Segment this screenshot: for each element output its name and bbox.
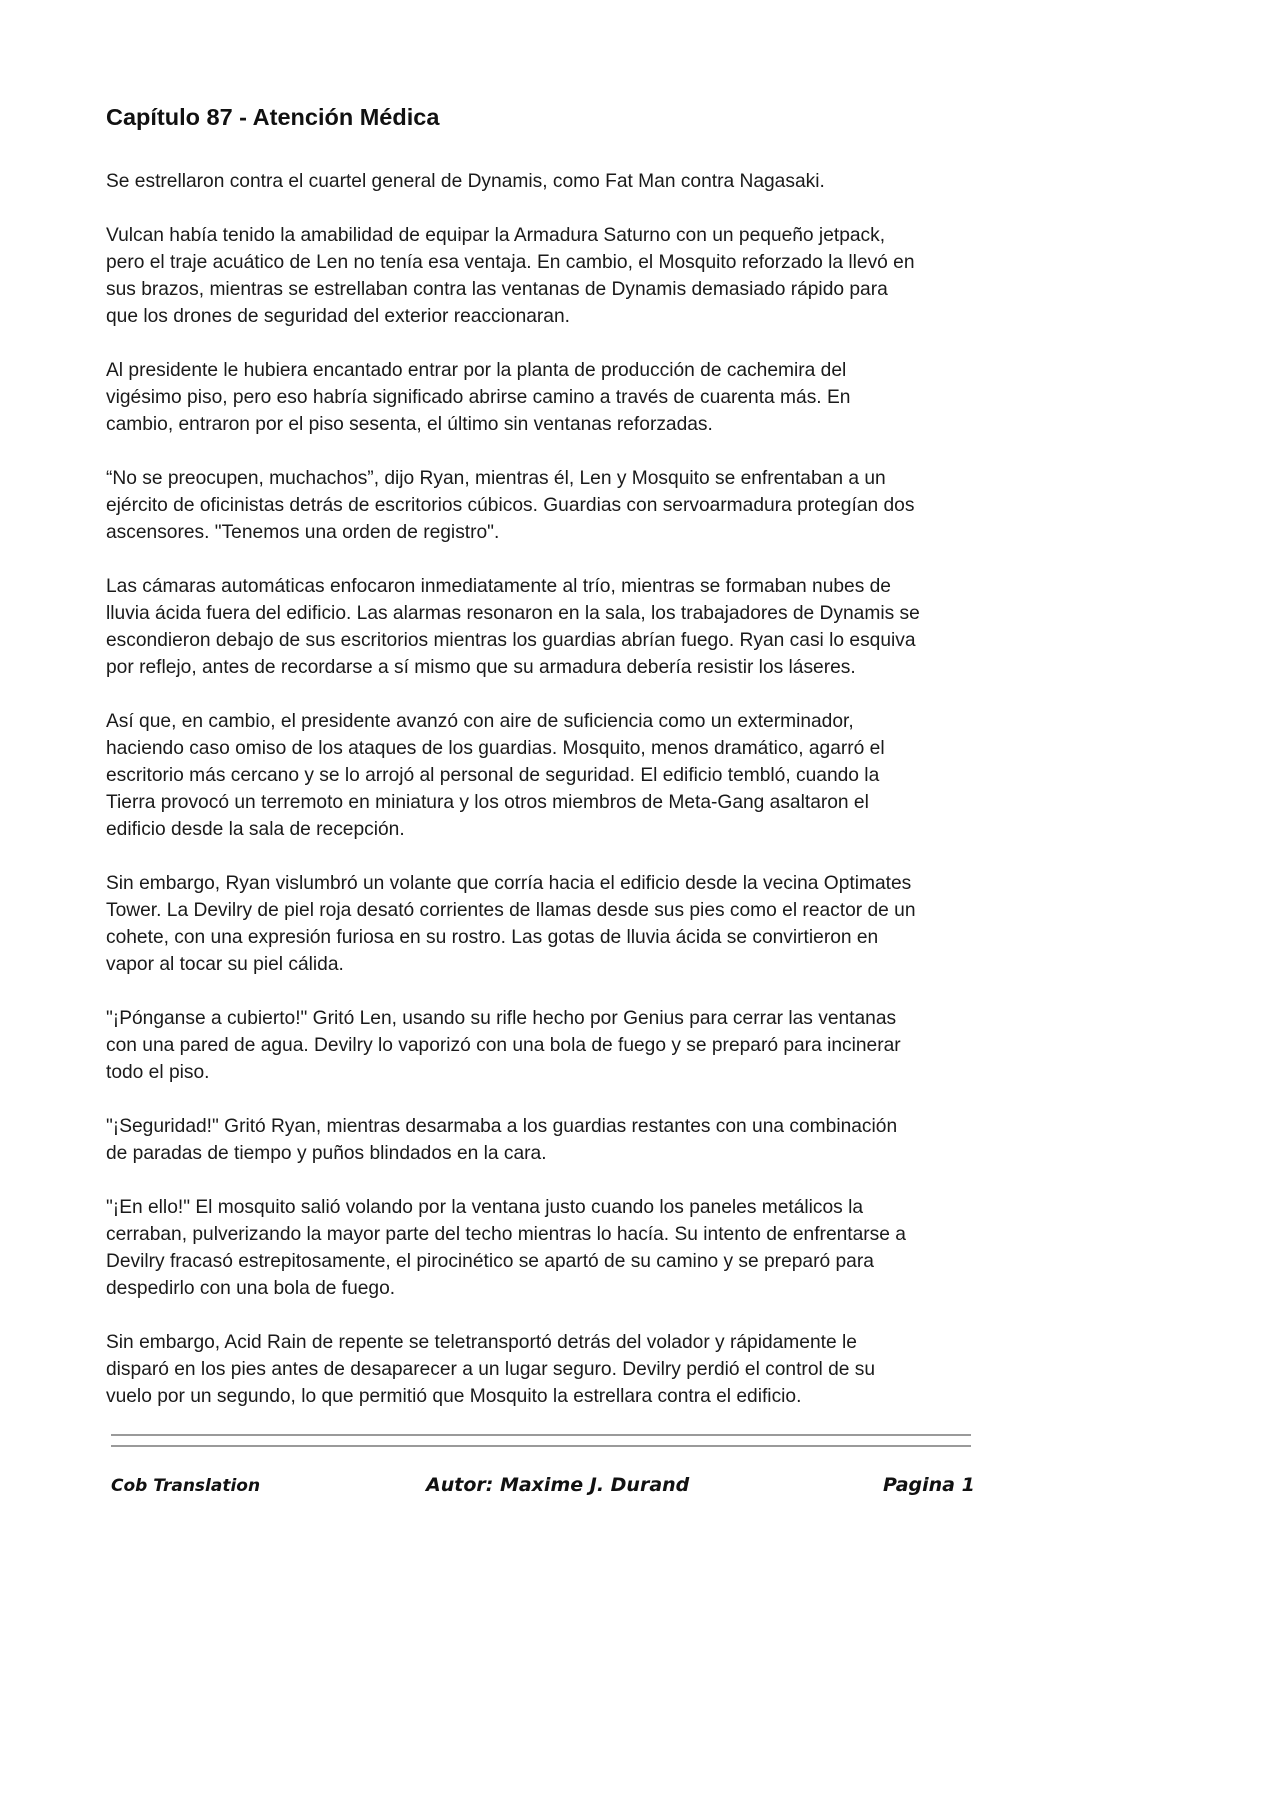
chapter-body: [106, 168, 986, 1437]
paragraph: [106, 357, 986, 438]
paragraph-line: "¡Seguridad!" Gritó Ryan, mientras desarmaba a los guardias restantes con una combinación: [106, 1116, 898, 1137]
paragraph-line: de paradas de tiempo y puños blindados en la cara.: [106, 1143, 547, 1164]
paragraph-line: Vulcan había tenido la amabilidad de equipar la Armadura Saturno con un pequeño jetpack,: [106, 225, 886, 246]
paragraph-line: todo el piso.: [106, 1062, 210, 1083]
paragraph-line: disparó en los pies antes de desaparecer a un lugar seguro. Devilry perdió el control de su: [106, 1359, 876, 1380]
footer-page-number: Pagina 1: [883, 1474, 975, 1496]
paragraph-line: Devilry fracasó estrepitosamente, el pirocinético se apartó de su camino y se preparó para: [106, 1251, 874, 1272]
paragraph: [106, 870, 986, 978]
paragraph-line: con una pared de agua. Devilry lo vaporizó con una bola de fuego y se preparó para incinerar: [106, 1035, 901, 1056]
paragraph-line: "¡Pónganse a cubierto!" Gritó Len, usando su rifle hecho por Genius para cerrar las ventanas: [106, 1008, 897, 1029]
paragraph: [106, 222, 986, 330]
paragraph-line: Tower. La Devilry de piel roja desató corrientes de llamas desde sus pies como el reactor de un: [106, 900, 916, 921]
paragraph: [106, 573, 986, 681]
chapter-title: Capítulo 87 - Atención Médica: [106, 104, 440, 130]
paragraph: [106, 465, 986, 546]
paragraph-line: sus brazos, mientras se estrellaban contra las ventanas de Dynamis demasiado rápido para: [106, 279, 888, 300]
footer-divider-bottom: [111, 1445, 971, 1447]
paragraph-line: ascensores. "Tenemos una orden de registro".: [106, 522, 500, 543]
paragraph: [106, 708, 986, 843]
paragraph-line: cohete, con una expresión furiosa en su rostro. Las gotas de lluvia ácida se convirtieron en: [106, 927, 879, 948]
paragraph-line: escritorio más cercano y se lo arrojó al personal de seguridad. El edificio tembló, cuando la: [106, 765, 880, 786]
paragraph-line: cambio, entraron por el piso sesenta, el último sin ventanas reforzadas.: [106, 414, 713, 435]
paragraph-line: que los drones de seguridad del exterior reaccionaran.: [106, 306, 570, 327]
paragraph: [106, 1329, 986, 1410]
paragraph-line: lluvia ácida fuera del edificio. Las alarmas resonaron en la sala, los trabajadores de Dynamis se: [106, 603, 920, 624]
paragraph-line: Al presidente le hubiera encantado entrar por la planta de producción de cachemira del: [106, 360, 847, 381]
paragraph-line: vuelo por un segundo, lo que permitió que Mosquito la estrellara contra el edificio.: [106, 1386, 802, 1407]
footer-author: Autor: Maxime J. Durand: [426, 1474, 690, 1496]
paragraph-line: cerraban, pulverizando la mayor parte del techo mientras lo hacía. Su intento de enfrentarse a: [106, 1224, 906, 1245]
paragraph-line: Sin embargo, Ryan vislumbró un volante que corría hacia el edificio desde la vecina Optimates: [106, 873, 912, 894]
paragraph: [106, 1194, 986, 1302]
paragraph-line: escondieron debajo de sus escritorios mientras los guardias abrían fuego. Ryan casi lo esquiva: [106, 630, 916, 651]
paragraph-line: "¡En ello!" El mosquito salió volando por la ventana justo cuando los paneles metálicos la: [106, 1197, 864, 1218]
paragraph-line: vigésimo piso, pero eso habría significado abrirse camino a través de cuarenta más. En: [106, 387, 851, 408]
paragraph-line: vapor al tocar su piel cálida.: [106, 954, 344, 975]
footer-divider-top: [111, 1434, 971, 1436]
paragraph-line: despedirlo con una bola de fuego.: [106, 1278, 396, 1299]
footer-translator: Cob Translation: [111, 1476, 261, 1496]
paragraph-line: Se estrellaron contra el cuartel general de Dynamis, como Fat Man contra Nagasaki.: [106, 171, 825, 192]
paragraph-line: Tierra provocó un terremoto en miniatura y los otros miembros de Meta-Gang asaltaron el: [106, 792, 869, 813]
paragraph-line: Así que, en cambio, el presidente avanzó con aire de suficiencia como un exterminador,: [106, 711, 854, 732]
paragraph-line: edificio desde la sala de recepción.: [106, 819, 405, 840]
paragraph: [106, 1113, 986, 1167]
paragraph-line: “No se preocupen, muchachos”, dijo Ryan, mientras él, Len y Mosquito se enfrentaban a un: [106, 468, 886, 489]
paragraph: [106, 1005, 986, 1086]
paragraph-line: pero el traje acuático de Len no tenía esa ventaja. En cambio, el Mosquito reforzado la llevó en: [106, 252, 915, 273]
paragraph-line: Sin embargo, Acid Rain de repente se teletransportó detrás del volador y rápidamente le: [106, 1332, 857, 1353]
paragraph-line: Las cámaras automáticas enfocaron inmediatamente al trío, mientras se formaban nubes de: [106, 576, 891, 597]
paragraph-line: haciendo caso omiso de los ataques de los guardias. Mosquito, menos dramático, agarró el: [106, 738, 885, 759]
paragraph-line: ejército de oficinistas detrás de escritorios cúbicos. Guardias con servoarmadura protegían dos: [106, 495, 915, 516]
paragraph: [106, 168, 986, 195]
paragraph-line: por reflejo, antes de recordarse a sí mismo que su armadura debería resistir los láseres.: [106, 657, 856, 678]
